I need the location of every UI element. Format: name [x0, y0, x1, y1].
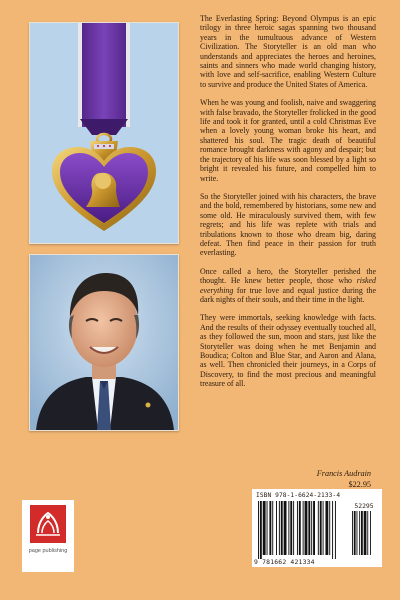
publisher-logo [22, 500, 74, 572]
author-portrait-image [29, 254, 179, 431]
isbn-barcode [252, 489, 382, 567]
isbn-text: ISBN 978-1-6624-2133-4 [256, 492, 341, 499]
description-paragraph-1: The Everlasting Spring: Beyond Olympus is an epic trilogy in three heroic sagas spanning two thousand years in the tumultuous advance of Western Civilization. The Storyteller is an old man who understands and appreciates the heroes and heroines, saints and sinners who made world changing history, with love and self-sacrifice, enabling Western Culture to survive and produce the United States of America. [200, 14, 376, 89]
description-paragraph-4 [200, 267, 376, 305]
hero-text-before: Once called a hero, the Storyteller perished the thought. He knew better people, those who [200, 266, 376, 286]
publisher-mark-icon [30, 505, 66, 543]
publisher-name: page publishing [28, 548, 68, 554]
author-portrait-icon [30, 255, 178, 430]
author-name: Francis Audrain [316, 469, 371, 478]
description-paragraph-5: They were immortals, seeking knowledge with facts. And the results of their odyssey eventually touched all, as they followed the sun, moon and stars, just like the Storyteller was doing when he met Benjamin and Boudica; Colton and Blue Star, and Aaron and Alana, as well. Then chronicled their journeys, in a Corps of Discovery, to find the most precious and meaningful treasure of all. [200, 313, 376, 389]
purple-heart-medal-image [29, 22, 179, 244]
hero-text-after: for true love and equal justice during the dark nights of their souls, and their time in the light. [200, 285, 376, 304]
barcode-digits: 9 781662 421334 [254, 558, 315, 566]
back-cover-description [200, 14, 376, 389]
barcode-bars-icon [252, 489, 382, 567]
book-price: $22.95 [348, 480, 371, 489]
purple-heart-medal-icon [30, 23, 178, 243]
barcode-addon-number: 52295 [354, 502, 374, 510]
description-paragraph-3: So the Storyteller joined with his characters, the brave and the bold, remembered by historians, some new and some old. He miraculously survived them, with few regrets; and his life was replete with trials and tribulations known to those who dream big, daring defeat. Then find peace in their passion for truth everlasting. [200, 191, 376, 258]
description-paragraph-2: When he was young and foolish, naive and swaggering with false bravado, the Storyteller frolicked in the good life and took it for granted, until a cold Christmas Eve when a lovely young woman broke his heart, and shattered his soul. The tragic death of beautiful romance brought darkness with agony and despair; but the trajectory of his life was soon blessed by a light so bright it revealed his future, and compelled him to write. [200, 98, 376, 183]
hero-text-emphasis: risked everything [200, 276, 376, 295]
